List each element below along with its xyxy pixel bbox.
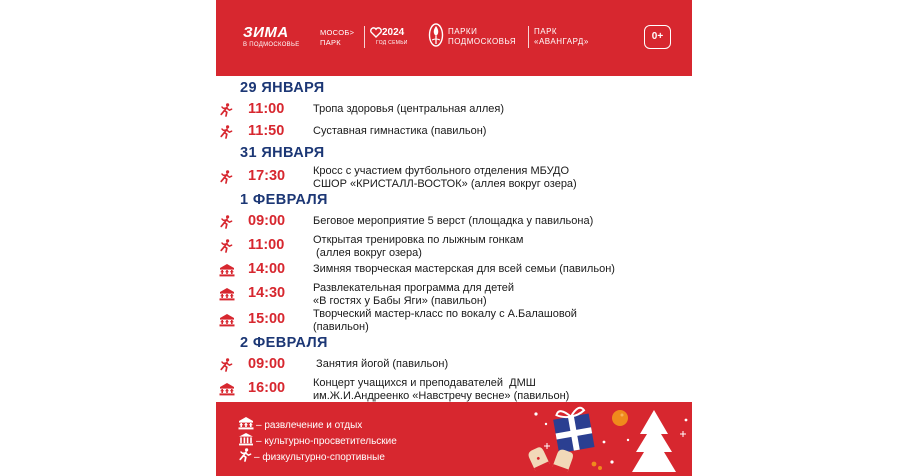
event-description — [313, 125, 486, 138]
footer-band — [216, 402, 692, 476]
event-description-line: (аллея вокруг озера) — [313, 247, 422, 259]
event-time: 11:00 — [248, 237, 285, 253]
age-rating-badge: 0+ — [644, 25, 671, 49]
date-heading: 1 ФЕВРАЛЯ — [240, 192, 328, 208]
event-description-line: (павильон) — [313, 321, 369, 333]
event-description — [313, 263, 615, 276]
carousel-icon — [238, 420, 256, 431]
event-description-line: Кросс с участием футбольного отделения МБУДО — [313, 165, 570, 177]
runner-icon — [219, 358, 233, 372]
runner-icon — [238, 452, 254, 463]
header-band — [216, 0, 692, 76]
park-name-line1: ПАРК — [534, 27, 558, 36]
legend-label: – физкультурно-спортивные — [254, 452, 385, 463]
year-subtitle: ГОД СЕМЬИ — [376, 40, 408, 46]
legend-item — [238, 416, 362, 431]
parks-logo-line1: ПАРКИ — [448, 27, 478, 36]
park-name-line2: «АВАНГАРД» — [534, 37, 589, 46]
event-description — [313, 165, 577, 191]
event-time: 09:00 — [248, 213, 286, 229]
event-time: 14:30 — [248, 285, 286, 301]
carousel-icon — [219, 313, 233, 327]
date-heading: 31 ЯНВАРЯ — [240, 145, 325, 161]
header-divider — [364, 26, 365, 48]
carousel-icon — [219, 382, 233, 396]
event-time: 09:00 — [248, 356, 286, 372]
event-description — [313, 215, 593, 228]
zima-logo-subtitle: В ПОДМОСКОВЬЕ — [243, 42, 300, 48]
event-description-line: Открытая тренировка по лыжным гонкам — [313, 234, 524, 246]
event-time: 15:00 — [248, 311, 286, 327]
event-description-line: Концерт учащихся и преподавателей ДМШ — [313, 377, 536, 389]
event-description-line: Беговое мероприятие 5 верст (площадка у павильона) — [313, 215, 594, 227]
runner-icon — [219, 103, 233, 117]
heart-icon — [370, 27, 382, 38]
runner-icon — [219, 239, 233, 253]
legend-label: – развлечение и отдых — [256, 420, 363, 431]
event-time: 14:00 — [248, 261, 286, 277]
event-time: 11:00 — [248, 101, 285, 117]
event-poster — [216, 0, 692, 476]
carousel-icon — [219, 263, 233, 277]
year-label: 2024 — [382, 27, 405, 38]
event-time: 11:50 — [248, 123, 285, 139]
parks-emblem-icon — [428, 22, 444, 48]
event-time: 16:00 — [248, 380, 286, 396]
event-description-line: «В гостях у Бабы Яги» (павильон) — [313, 295, 487, 307]
legend-item — [238, 432, 397, 447]
event-description — [313, 377, 569, 403]
event-description-line: Занятия йогой (павильон) — [313, 358, 449, 370]
runner-icon — [219, 125, 233, 139]
runner-icon — [219, 170, 233, 184]
parks-logo-line2: ПОДМОСКОВЬЯ — [448, 37, 517, 46]
event-description-line: Зимняя творческая мастерская для всей семьи (павильон) — [313, 263, 615, 275]
runner-icon — [219, 215, 233, 229]
event-description-line: СШОР «КРИСТАЛЛ-ВОСТОК» (аллея вокруг озера) — [313, 178, 577, 190]
event-description — [313, 282, 514, 308]
legend-item — [238, 448, 385, 463]
date-heading: 29 ЯНВАРЯ — [240, 80, 325, 96]
winter-decor-icon — [516, 402, 692, 476]
mosobl-logo-line2: ПАРК — [320, 38, 341, 47]
carousel-icon — [219, 287, 233, 301]
museum-icon — [238, 436, 256, 447]
date-heading: 2 ФЕВРАЛЯ — [240, 335, 328, 351]
legend-label: – культурно-просветительские — [256, 436, 397, 447]
event-description — [313, 103, 504, 116]
event-description — [313, 234, 523, 260]
event-description-line: Творческий мастер-класс по вокалу с А.Балашовой — [313, 308, 577, 320]
event-description-line: Развлекательная программа для детей — [313, 282, 515, 294]
event-description-line: им.Ж.И.Андреенко «Навстречу весне» (павильон) — [313, 390, 570, 402]
zima-logo-title: ЗИМА — [243, 24, 289, 41]
event-description-line: Тропа здоровья (центральная аллея) — [313, 103, 504, 115]
header-divider — [528, 26, 529, 48]
event-description — [313, 308, 577, 334]
mosobl-logo-line1: МОСОБ> — [320, 28, 355, 37]
event-description-line: Суставная гимнастика (павильон) — [313, 125, 487, 137]
event-time: 17:30 — [248, 168, 286, 184]
event-description — [313, 358, 448, 371]
